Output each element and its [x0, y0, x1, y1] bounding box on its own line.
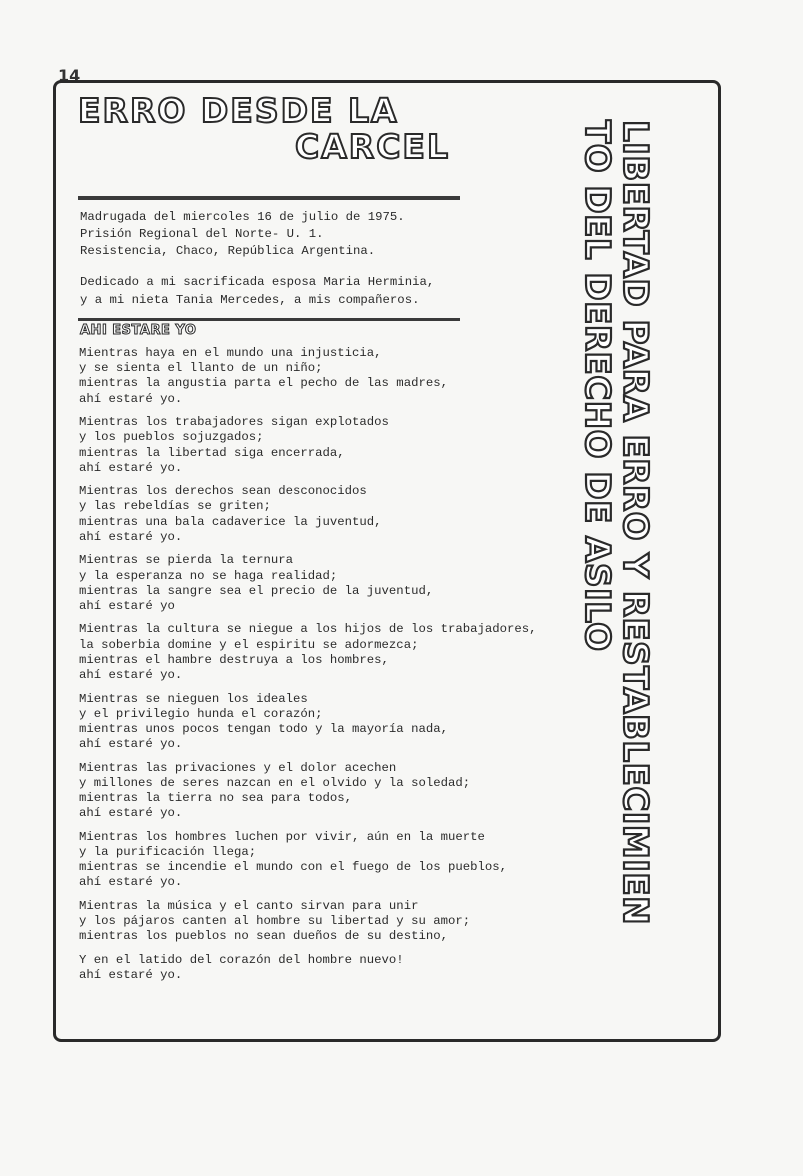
poem-line: y la esperanza no se haga realidad; [79, 568, 338, 583]
poem-line: y el privilegio hunda el corazón; [79, 706, 323, 721]
poem-line: y se sienta el llanto de un niño; [79, 361, 323, 376]
dateline-date: Madrugada del miercoles 16 de julio de 1975. [80, 210, 405, 224]
dateline-block [80, 209, 500, 260]
dateline-prison: Prisión Regional del Norte- U. 1. [80, 227, 324, 241]
poem-stanza [79, 553, 579, 614]
poem-stanza [79, 622, 579, 683]
poem-stanza [79, 415, 579, 476]
poem-line: mientras el hambre destruya a los hombres, [79, 652, 389, 667]
poem-stanza [79, 484, 579, 545]
vertical-slogan-column-1: LIBERTAD PARA ERRO Y RESTABLECIMIEN [615, 120, 655, 926]
dedication-block [80, 273, 500, 309]
poem-line: Mientras los derechos sean desconocidos [79, 484, 367, 499]
poem-line: ahí estaré yo. [79, 737, 183, 752]
poem-stanza [79, 346, 579, 407]
poem-divider [78, 318, 460, 321]
poem-line: Mientras la cultura se niegue a los hijos de los trabajadores, [79, 622, 537, 637]
poem-line: Mientras se pierda la ternura [79, 553, 294, 568]
poem-line: ahí estaré yo. [79, 967, 183, 982]
dedication-line: Dedicado a mi sacrificada esposa Maria Herminia, [80, 275, 435, 289]
poem-line: mientras los pueblos no sean dueños de su destino, [79, 929, 448, 944]
poem-line: ahí estaré yo. [79, 529, 183, 544]
poem-line: la soberbia domine y el espiritu se adormezca; [79, 637, 419, 652]
top-divider [78, 196, 460, 200]
poem-line: y las rebeldías se griten; [79, 499, 271, 514]
poem-line: Mientras se nieguen los ideales [79, 691, 308, 706]
poem-line: ahí estaré yo. [79, 806, 183, 821]
poem-line: y los pueblos sojuzgados; [79, 430, 264, 445]
title-line-1: ERRO DESDE LA [78, 91, 399, 130]
vertical-slogan-column-2: TO DEL DERECHO DE ASILO [577, 120, 617, 652]
poem-line: Y en el latido del corazón del hombre nuevo! [79, 952, 404, 967]
poem-line: mientras se incendie el mundo con el fuego de los pueblos, [79, 860, 508, 875]
poem-line: ahí estaré yo [79, 598, 175, 613]
dateline-location: Resistencia, Chaco, República Argentina. [80, 244, 376, 258]
poem-line: ahí estaré yo. [79, 460, 183, 475]
poem-stanza [79, 761, 579, 822]
poem-line: y los pájaros canten al hombre su libertad y su amor; [79, 914, 471, 929]
poem-line: y la purificación llega; [79, 844, 257, 859]
poem-line: Mientras los hombres luchen por vivir, aún en la muerte [79, 829, 485, 844]
title-line-2: CARCEL [295, 127, 450, 166]
page-title [78, 92, 458, 164]
poem-line: mientras la tierra no sea para todos, [79, 791, 353, 806]
poem-line: ahí estaré yo. [79, 391, 183, 406]
poem-line: Mientras la música y el canto sirvan para unir [79, 898, 419, 913]
poem-stanza [79, 830, 579, 891]
poem-line: ahí estaré yo. [79, 875, 183, 890]
poem-title: AHI ESTARE YO [80, 323, 197, 338]
poem-body [79, 346, 579, 991]
poem-line: Mientras los trabajadores sigan explotados [79, 415, 389, 430]
page-number: 14 [58, 66, 81, 85]
poem-stanza-final [79, 953, 579, 983]
poem-line: Mientras las privaciones y el dolor acechen [79, 760, 397, 775]
poem-line: y millones de seres nazcan en el olvido y la soledad; [79, 775, 471, 790]
poem-stanza [79, 899, 579, 945]
poem-line: mientras la angustia parta el pecho de las madres, [79, 376, 448, 391]
poem-line: ahí estaré yo. [79, 668, 183, 683]
dedication-line: y a mi nieta Tania Mercedes, a mis compañeros. [80, 293, 420, 307]
poem-line: mientras una bala cadaverice la juventud, [79, 514, 382, 529]
poem-line: mientras unos pocos tengan todo y la mayoría nada, [79, 721, 448, 736]
poem-stanza [79, 692, 579, 753]
poem-line: mientras la sangre sea el precio de la juventud, [79, 583, 434, 598]
poem-line: mientras la libertad siga encerrada, [79, 445, 345, 460]
poem-line: Mientras haya en el mundo una injusticia, [79, 346, 382, 360]
